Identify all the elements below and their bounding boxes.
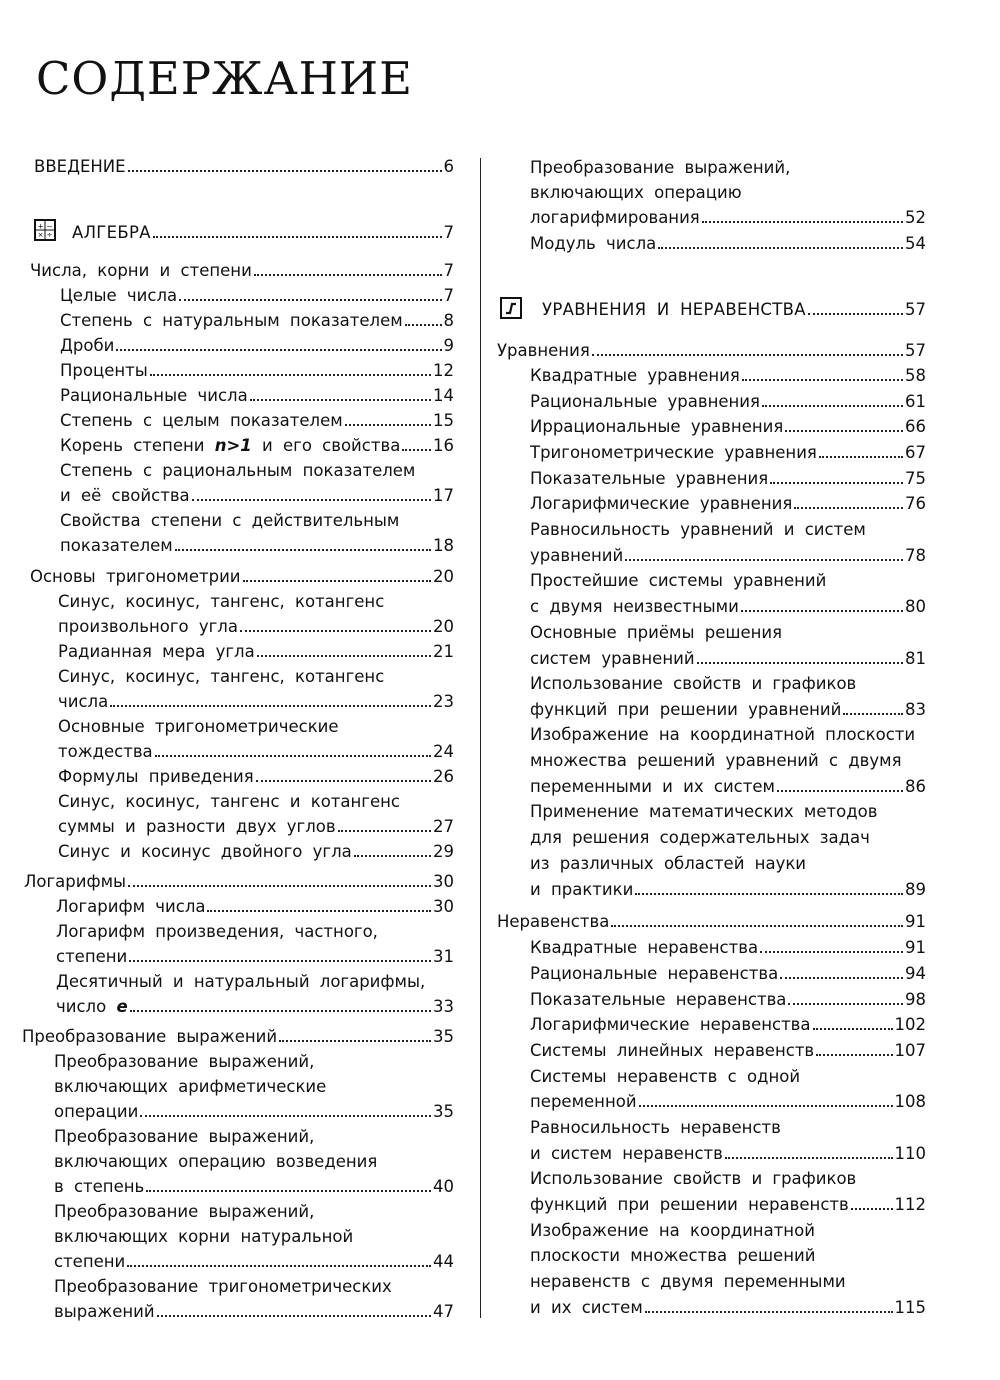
page-title: СОДЕРЖАНИЕ [36, 52, 414, 105]
toc-entry[interactable]: из различных областей науки [530, 854, 807, 873]
toc-entry[interactable]: Показательные неравенства 98 [530, 990, 926, 1009]
toc-entry[interactable]: уравнений 78 [530, 546, 926, 565]
svg-text:÷: ÷ [46, 231, 53, 239]
toc-entry[interactable]: Десятичный и натуральный логарифмы, [56, 972, 426, 991]
toc-entry[interactable]: Показательные уравнения 75 [530, 469, 926, 488]
toc-entry[interactable]: Логарифмы 30 [24, 872, 454, 891]
toc-entry[interactable]: Изображение на координатной плоскости [530, 725, 916, 744]
toc-entry[interactable]: Формулы приведения 26 [58, 767, 454, 786]
toc-entry[interactable]: логарифмирования 52 [530, 208, 926, 227]
toc-entry[interactable]: и практики 89 [530, 880, 926, 899]
toc-entry[interactable]: степени 31 [56, 947, 454, 966]
toc-entry[interactable]: и её свойства 17 [60, 486, 454, 505]
toc-entry[interactable]: Использование свойств и графиков [530, 1169, 857, 1188]
toc-entry[interactable]: Преобразование выражений, [54, 1127, 315, 1146]
toc-entry[interactable]: Синус и косинус двойного угла 29 [58, 842, 454, 861]
toc-entry[interactable]: функций при решении уравнений 83 [530, 700, 926, 719]
toc-entry[interactable]: неравенств с двумя переменными [530, 1272, 846, 1291]
toc-entry[interactable]: Модуль числа 54 [530, 234, 926, 253]
toc-entry[interactable]: степени 44 [54, 1252, 454, 1271]
toc-entry[interactable]: Целые числа 7 [60, 286, 454, 305]
toc-entry[interactable]: Степень с натуральным показателем 8 [60, 311, 454, 330]
toc-entry[interactable]: Квадратные уравнения 58 [530, 366, 926, 385]
toc-entry[interactable]: операции 35 [54, 1102, 454, 1121]
toc-entry[interactable]: Корень степени n>1 и его свойства 16 [60, 436, 454, 455]
toc-entry[interactable]: Степень с рациональным показателем [60, 461, 416, 480]
toc-entry[interactable]: Преобразование тригонометрических [54, 1277, 392, 1296]
toc-entry[interactable]: Рациональные неравенства 94 [530, 964, 926, 983]
toc-entry[interactable]: Рациональные числа 14 [60, 386, 454, 405]
toc-entry[interactable]: выражений 47 [54, 1302, 454, 1321]
toc-entry[interactable]: с двумя неизвестными 80 [530, 597, 926, 616]
toc-entry[interactable]: Основы тригонометрии 20 [30, 567, 454, 586]
toc-entry[interactable]: Системы неравенств с одной [530, 1067, 801, 1086]
toc-entry[interactable]: Логарифм произведения, частного, [56, 922, 378, 941]
toc-entry[interactable]: функций при решении неравенств 112 [530, 1195, 926, 1214]
equations-icon [500, 297, 522, 319]
toc-entry[interactable]: Применение математических методов [530, 802, 878, 821]
toc-entry[interactable]: Преобразование выражений, [54, 1202, 315, 1221]
toc-entry[interactable]: Простейшие системы уравнений [530, 571, 827, 590]
toc-entry[interactable]: переменной 108 [530, 1092, 926, 1111]
svg-text:×: × [37, 231, 44, 239]
toc-entry[interactable]: Тригонометрические уравнения 67 [530, 443, 926, 462]
toc-entry[interactable]: тождества 24 [58, 742, 454, 761]
toc-entry[interactable]: Логарифмические уравнения 76 [530, 494, 926, 513]
toc-entry[interactable]: Равносильность уравнений и систем [530, 520, 866, 539]
toc-entry[interactable]: произвольного угла 20 [58, 617, 454, 636]
toc-entry[interactable]: включающих арифметические [54, 1077, 327, 1096]
toc-entry[interactable]: и их систем 115 [530, 1298, 926, 1317]
toc-entry[interactable]: Логарифм числа 30 [56, 897, 454, 916]
toc-entry[interactable]: Системы линейных неравенств 107 [530, 1041, 926, 1060]
toc-entry[interactable]: множества решений уравнений с двумя [530, 751, 902, 770]
toc-entry[interactable]: Иррациональные уравнения 66 [530, 417, 926, 436]
toc-section-algebra[interactable]: АЛГЕБРА 7 [72, 223, 454, 242]
toc-entry[interactable]: Квадратные неравенства 91 [530, 938, 926, 957]
toc-entry[interactable]: Уравнения 57 [497, 341, 926, 360]
toc-entry[interactable]: число e 33 [56, 997, 454, 1016]
toc-entry[interactable]: Радианная мера угла 21 [58, 642, 454, 661]
toc-entry[interactable]: Преобразование выражений, [530, 158, 791, 177]
toc-entry[interactable]: для решения содержательных задач [530, 828, 870, 847]
toc-entry[interactable]: суммы и разности двух углов 27 [58, 817, 454, 836]
toc-entry[interactable]: Числа, корни и степени 7 [30, 261, 454, 280]
toc-entry[interactable]: Основные приёмы решения [530, 623, 783, 642]
toc-entry[interactable]: Равносильность неравенств [530, 1118, 781, 1137]
toc-entry[interactable]: показателем 18 [60, 536, 454, 555]
toc-entry[interactable]: плоскости множества решений [530, 1246, 816, 1265]
svg-text:+: + [37, 222, 44, 231]
toc-entry[interactable]: Рациональные уравнения 61 [530, 392, 926, 411]
toc-entry[interactable]: переменными и их систем 86 [530, 777, 926, 796]
toc-section-equations[interactable]: УРАВНЕНИЯ И НЕРАВЕНСТВА 57 [542, 300, 926, 319]
toc-entry[interactable]: числа 23 [58, 692, 454, 711]
toc-entry[interactable]: включающих корни натуральной [54, 1227, 354, 1246]
toc-entry[interactable]: Логарифмические неравенства 102 [530, 1015, 926, 1034]
toc-entry[interactable]: Дроби 9 [60, 336, 454, 355]
toc-entry[interactable]: включающих операцию [530, 183, 742, 202]
toc-entry[interactable]: Проценты 12 [60, 361, 454, 380]
toc-entry[interactable]: Неравенства 91 [497, 912, 926, 931]
toc-entry[interactable]: и систем неравенств 110 [530, 1144, 926, 1163]
toc-entry[interactable]: Использование свойств и графиков [530, 674, 857, 693]
toc-entry[interactable]: Синус, косинус, тангенс, котангенс [58, 592, 385, 611]
toc-entry[interactable]: в степень 40 [54, 1177, 454, 1196]
toc-entry[interactable]: Преобразование выражений, [54, 1052, 315, 1071]
toc-entry[interactable]: Свойства степени с действительным [60, 511, 400, 530]
toc-entry[interactable]: Преобразование выражений 35 [22, 1027, 454, 1046]
toc-entry[interactable]: Степень с целым показателем 15 [60, 411, 454, 430]
toc-entry[interactable]: Синус, косинус, тангенс, котангенс [58, 667, 385, 686]
toc-entry[interactable]: включающих операцию возведения [54, 1152, 378, 1171]
svg-text:−: − [46, 222, 53, 231]
toc-entry-intro[interactable]: ВВЕДЕНИЕ 6 [34, 157, 454, 176]
toc-entry[interactable]: Изображение на координатной [530, 1221, 815, 1240]
toc-entry[interactable]: Синус, косинус, тангенс и котангенс [58, 792, 400, 811]
toc-entry[interactable]: Основные тригонометрические [58, 717, 339, 736]
toc-entry[interactable]: систем уравнений 81 [530, 649, 926, 668]
